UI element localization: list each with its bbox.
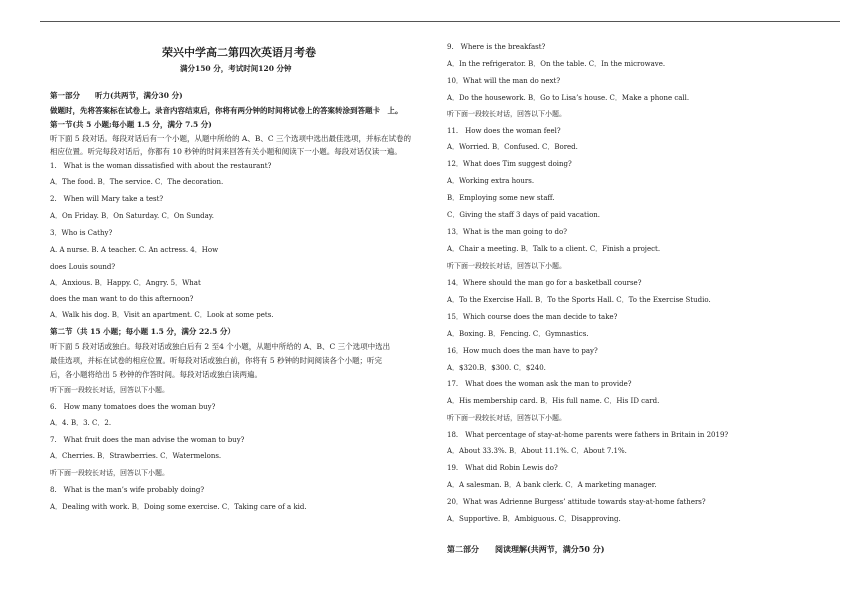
question-13: 13．What is the man going to do? [447,228,567,236]
question-9: 9. Where is the breakfast? [447,43,546,51]
question-4-options: A．Anxious. B．Happy. C．Angry. 5．What [50,279,201,287]
question-17: 17. What does the woman ask the man to provide? [447,380,632,388]
question-5: does the man want to do this afternoon? [50,295,194,303]
question-8: 8. What is the man’s wife probably doing? [50,486,205,494]
part1-instruction: 做题时，先将答案标在试卷上。录音内容结束后，你将有两分钟的时间将试卷上的答案转涂到答题卡 上。 [50,106,403,115]
question-14-options: A．To the Exercise Hall. B．To the Sports Hall. C．To the Exercise Studio. [447,296,711,304]
question-19-options: A．A salesman. B．A bank clerk. C．A marketing manager. [447,481,657,489]
dialogue-8-intro: 听下面一段较长对话，回答以下小题。 [447,110,566,118]
question-7-options: A．Cherries. B．Strawberries. C．Watermelons. [50,452,222,460]
question-14: 14．Where should the man go for a basketball course? [447,279,642,287]
section1-intro-line1: 听下面 5 段对话。每段对话后有一个小题，从题中所给的 A、B、C 三个选项中选出最佳选项，并标在试卷的 [50,134,411,143]
question-19: 19. What did Robin Lewis do? [447,464,558,472]
question-10-options: A．Do the housework. B．Go to Lisa’s house. C．Make a phone call. [447,94,690,102]
section1-intro-line2: 相应位置。听完每段对话后，你都有 10 秒钟的时间来回答有关小题和阅读下一小题。每段对话仅读一遍。 [50,147,402,156]
question-11: 11. How does the woman feel? [447,127,561,135]
section2-intro-line3: 后，各小题将给出 5 秒钟的作答时间。每段对话或独白读两遍。 [50,370,263,379]
question-17-options: A．His membership card. B．His full name. C．His ID card. [447,397,660,405]
section2-intro-line2: 最佳选项，并标在试卷的相应位置。听每段对话或独白前，你将有 5 秒钟的时间阅读各个小题；听完 [50,356,383,365]
question-20-options: A．Supportive. B．Ambiguous. C．Disapproving. [447,515,621,523]
question-2: 2. When will Mary take a test? [50,195,164,203]
dialogue-7-intro: 听下面一段较长对话，回答以下小题。 [50,469,169,477]
question-2-options: A．On Friday. B．On Saturday. C．On Sunday. [50,212,215,220]
exam-subtitle: 满分150 分，考试时间120 分钟 [180,64,292,73]
question-20: 20．What was Adrienne Burgess’ attitude towards stay-at-home fathers? [447,498,706,506]
question-11-options: A．Worried. B．Confused. C．Bored. [447,143,578,151]
question-1: 1. What is the woman dissatisfied with about the restaurant? [50,162,272,170]
question-18-options: A．About 33.3%. B．About 11.1%. C．About 7.1%. [447,447,627,455]
dialogue-10-intro: 听下面一段较长对话，回答以下小题。 [447,414,566,422]
dialogue-9-intro: 听下面一段较长对话，回答以下小题。 [447,262,566,270]
question-12-option-c: C．Giving the staff 3 days of paid vacation. [447,211,601,219]
question-8-options: A．Dealing with work. B．Doing some exercise. C．Taking care of a kid. [50,503,307,511]
question-16-options: A．$320.B．$300. C．$240. [447,364,546,372]
page-top-rule [40,21,840,22]
question-16: 16．How much does the man have to pay? [447,347,598,355]
question-18: 18. What percentage of stay-at-home parents were fathers in Britain in 2019? [447,431,729,439]
question-12: 12．What does Tim suggest doing? [447,160,572,168]
question-12-option-b: B．Employing some new staff. [447,194,555,202]
question-3-options: A. A nurse. B. A teacher. C. An actress. 4．How [50,246,219,254]
question-3: 3．Who is Cathy? [50,229,113,237]
question-4: does Louis sound? [50,263,116,271]
part1-heading: 第一部分 听力(共两节，满分30 分) [50,91,183,100]
question-7: 7. What fruit does the man advise the woman to buy? [50,436,245,444]
question-10: 10．What will the man do next? [447,77,561,85]
question-13-options: A．Chair a meeting. B．Talk to a client. C．Finish a project. [447,245,661,253]
question-12-option-a: A．Working extra hours. [447,177,535,185]
question-9-options: A．In the refrigerator. B．On the table. C．In the microwave. [447,60,666,68]
question-6: 6. How many tomatoes does the woman buy? [50,403,216,411]
part2-heading: 第二部分 阅读理解(共两节，满分50 分) [447,544,605,554]
question-1-options: A．The food. B．The service. C．The decoration. [50,178,224,186]
question-5-options: A．Walk his dog. B．Visit an apartment. C．Look at some pets. [50,311,274,319]
section2-intro-line1: 听下面 5 段对话或独白。每段对话或独白后有 2 至4 个小题，从题中所给的 A、B、C 三个选项中选出 [50,342,391,351]
exam-title: 荣兴中学高二第四次英语月考卷 [162,46,316,59]
question-15: 15．Which course does the man decide to take? [447,313,618,321]
dialogue-6-intro: 听下面一段较长对话，回答以下小题。 [50,386,169,394]
section1-heading: 第一节(共 5 小题;每小题 1.5 分，满分 7.5 分) [50,120,212,129]
question-6-options: A．4. B．3. C．2. [50,419,112,427]
question-15-options: A．Boxing. B．Fencing. C．Gymnastics. [447,330,589,338]
section2-heading: 第二节（共 15 小题；每小题 1.5 分，满分 22.5 分） [50,327,235,336]
